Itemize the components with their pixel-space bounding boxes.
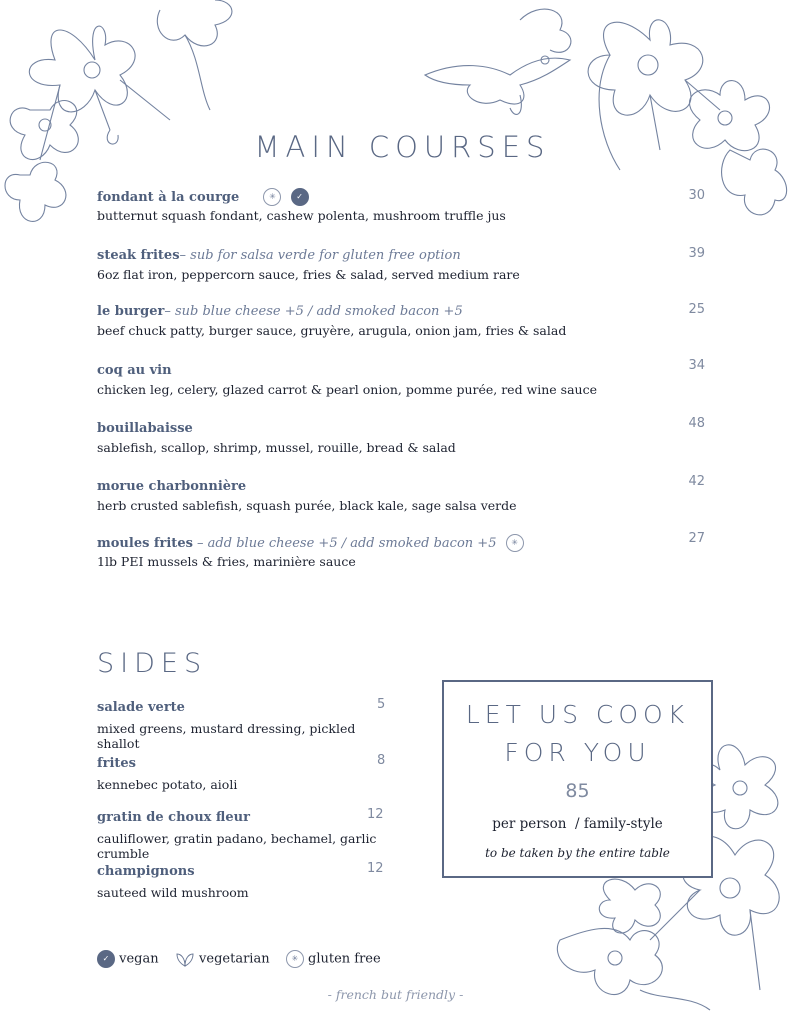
offer-note: to be taken by the entire table (485, 846, 670, 860)
side-item (97, 860, 387, 900)
side-item-name: salade verte (97, 700, 185, 715)
menu-item-name: morue charbonnière (97, 479, 247, 494)
menu-item-note: – sub blue cheese +5 / add smoked bacon +5 (164, 304, 463, 319)
gluten-free-icon: ✳ (286, 950, 304, 968)
side-item-price: 8 (377, 753, 386, 768)
offer-price: 85 (565, 780, 590, 802)
menu-item-description: 1lb PEI mussels & fries, marinière sauce (97, 553, 356, 569)
gluten-free-icon: ✳ (506, 534, 524, 552)
menu-item (97, 244, 707, 282)
side-item-description: sauteed wild mushroom (97, 885, 249, 900)
menu-item-note: – sub for salsa verde for gluten free option (179, 248, 461, 263)
menu-item-price: 39 (688, 246, 705, 261)
side-item (97, 806, 397, 861)
vegan-icon: ✓ (291, 188, 309, 206)
menu-item-name: le burger (97, 304, 165, 319)
menu-item (97, 475, 707, 513)
side-item (97, 752, 387, 792)
menu-item-price: 42 (688, 474, 705, 489)
menu-item (97, 417, 707, 455)
menu-item (97, 300, 707, 338)
menu-item-price: 48 (688, 416, 705, 431)
menu-item-description: beef chuck patty, burger sauce, gruyère, arugula, onion jam, fries & salad (97, 323, 567, 338)
side-item-description: kennebec potato, aioli (97, 777, 238, 792)
menu-item (97, 186, 707, 223)
menu-item-price: 25 (688, 302, 705, 317)
side-item-name: gratin de choux fleur (97, 810, 250, 825)
menu-item-name: bouillabaisse (97, 421, 193, 436)
menu-item-description: butternut squash fondant, cashew polenta, mushroom truffle jus (97, 207, 506, 223)
legend-vegan-label: vegan (119, 951, 159, 967)
menu-item-description: herb crusted sablefish, squash purée, black kale, sage salsa verde (97, 498, 517, 513)
menu-item-description: sablefish, scallop, shrimp, mussel, rouille, bread & salad (97, 440, 456, 455)
menu-item (97, 359, 707, 397)
dietary-legend (97, 950, 381, 968)
vegetarian-icon (175, 950, 195, 968)
side-item-name: champignons (97, 864, 195, 879)
offer-title-line-1: LET US COOK (465, 700, 690, 729)
menu-item-description: chicken leg, celery, glazed carrot & pearl onion, pomme purée, red wine sauce (97, 382, 597, 397)
family-style-offer-box (442, 680, 713, 878)
main-courses-title: MAIN COURSES (254, 130, 551, 164)
footer-tagline: - french but friendly - (327, 987, 464, 1002)
menu-item-note: – add blue cheese +5 / add smoked bacon +5 (192, 536, 497, 551)
sides-title: SIDES (97, 648, 208, 679)
menu-item-price: 27 (688, 531, 705, 546)
menu-item-name: steak frites (97, 248, 180, 263)
side-item-price: 12 (367, 861, 384, 876)
menu-item-name: fondant à la courge (97, 190, 240, 205)
vegan-icon: ✓ (97, 950, 115, 968)
side-item (97, 696, 387, 751)
offer-title-line-2: FOR YOU (504, 738, 651, 767)
menu-item-name: moules frites (97, 536, 193, 551)
menu-item-price: 30 (688, 188, 705, 203)
menu-item-name: coq au vin (97, 363, 172, 378)
menu-item (97, 532, 707, 569)
side-item-price: 12 (367, 807, 384, 822)
legend-vegetarian-label: vegetarian (199, 951, 270, 967)
side-item-description: mixed greens, mustard dressing, pickled shallot (97, 721, 356, 751)
offer-subtitle: per person / family-style (492, 816, 663, 832)
side-item-description: cauliflower, gratin padano, bechamel, garlic crumble (97, 831, 377, 861)
menu-item-price: 34 (688, 358, 705, 373)
menu-item-description: 6oz flat iron, peppercorn sauce, fries & salad, served medium rare (97, 267, 520, 282)
side-item-name: frites (97, 756, 136, 771)
legend-gluten-free-label: gluten free (308, 951, 381, 967)
gluten-free-icon: ✳ (263, 188, 281, 206)
side-item-price: 5 (377, 697, 386, 712)
